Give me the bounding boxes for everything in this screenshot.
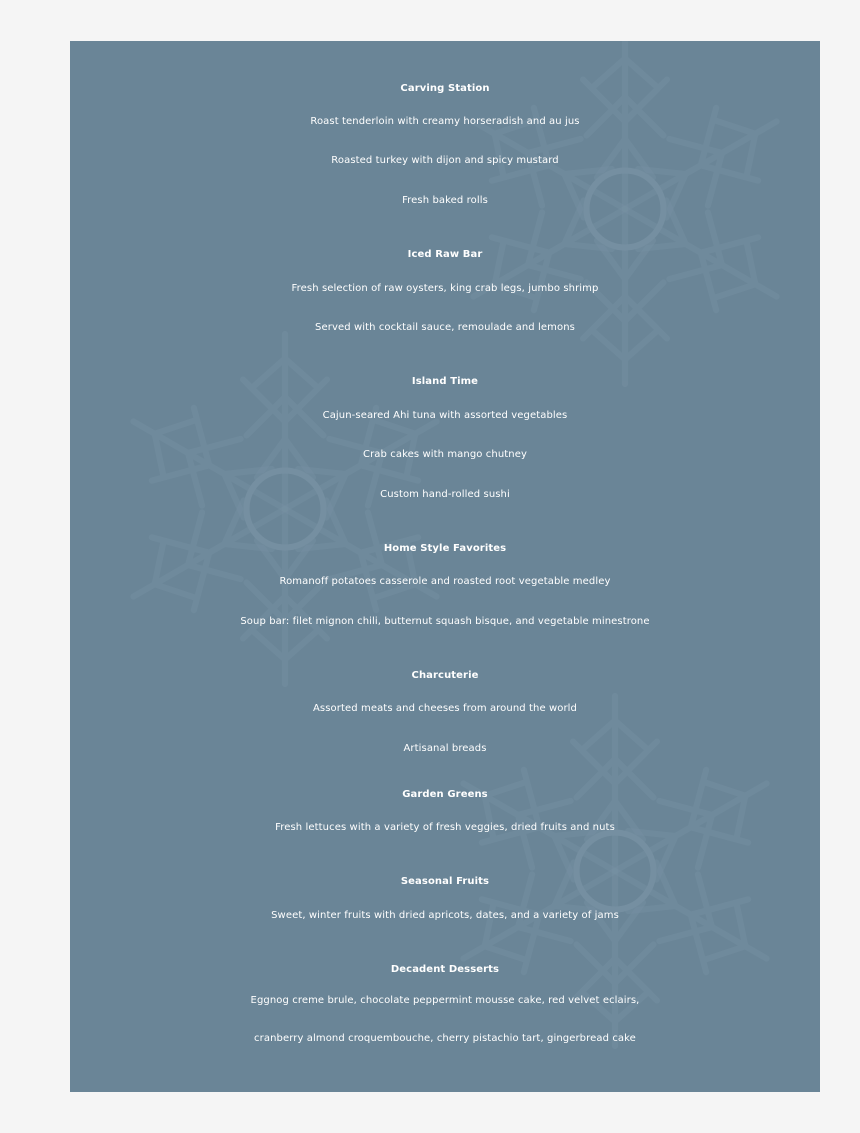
menu-item: Fresh lettuces with a variety of fresh veggies, dried fruits and nuts (275, 822, 615, 833)
menu-item: Roasted turkey with dijon and spicy mustard (331, 155, 559, 166)
section-title: Island Time (411, 376, 479, 387)
menu-card (70, 41, 820, 1092)
menu-item: Artisanal breads (403, 743, 487, 754)
menu-item: cranberry almond croquembouche, cherry pistachio tart, gingerbread cake (254, 1033, 636, 1044)
menu-item: Romanoff potatoes casserole and roasted root vegetable medley (279, 576, 611, 587)
menu-item: Cajun-seared Ahi tuna with assorted vegetables (322, 410, 568, 421)
section-title: Charcuterie (411, 670, 479, 681)
section-title: Garden Greens (402, 789, 488, 800)
menu-item: Crab cakes with mango chutney (363, 449, 527, 460)
menu-content (70, 41, 820, 1092)
section-title: Iced Raw Bar (407, 249, 483, 260)
menu-item: Roast tenderloin with creamy horseradish and au jus (310, 116, 580, 127)
menu-item: Sweet, winter fruits with dried apricots, dates, and a variety of jams (271, 910, 619, 921)
menu-item: Custom hand-rolled sushi (380, 489, 510, 500)
menu-item: Soup bar: filet mignon chili, butternut squash bisque, and vegetable minestrone (240, 616, 650, 627)
menu-item: Fresh baked rolls (402, 195, 488, 206)
menu-item: Assorted meats and cheeses from around the world (312, 703, 578, 714)
menu-item: Fresh selection of raw oysters, king crab legs, jumbo shrimp (291, 283, 599, 294)
section-title: Seasonal Fruits (400, 876, 490, 887)
menu-item: Eggnog creme brule, chocolate peppermint mousse cake, red velvet eclairs, (250, 995, 640, 1006)
section-title: Decadent Desserts (390, 964, 500, 975)
section-title: Home Style Favorites (383, 543, 507, 554)
section-title: Carving Station (400, 83, 490, 94)
menu-item: Served with cocktail sauce, remoulade and lemons (315, 322, 575, 333)
